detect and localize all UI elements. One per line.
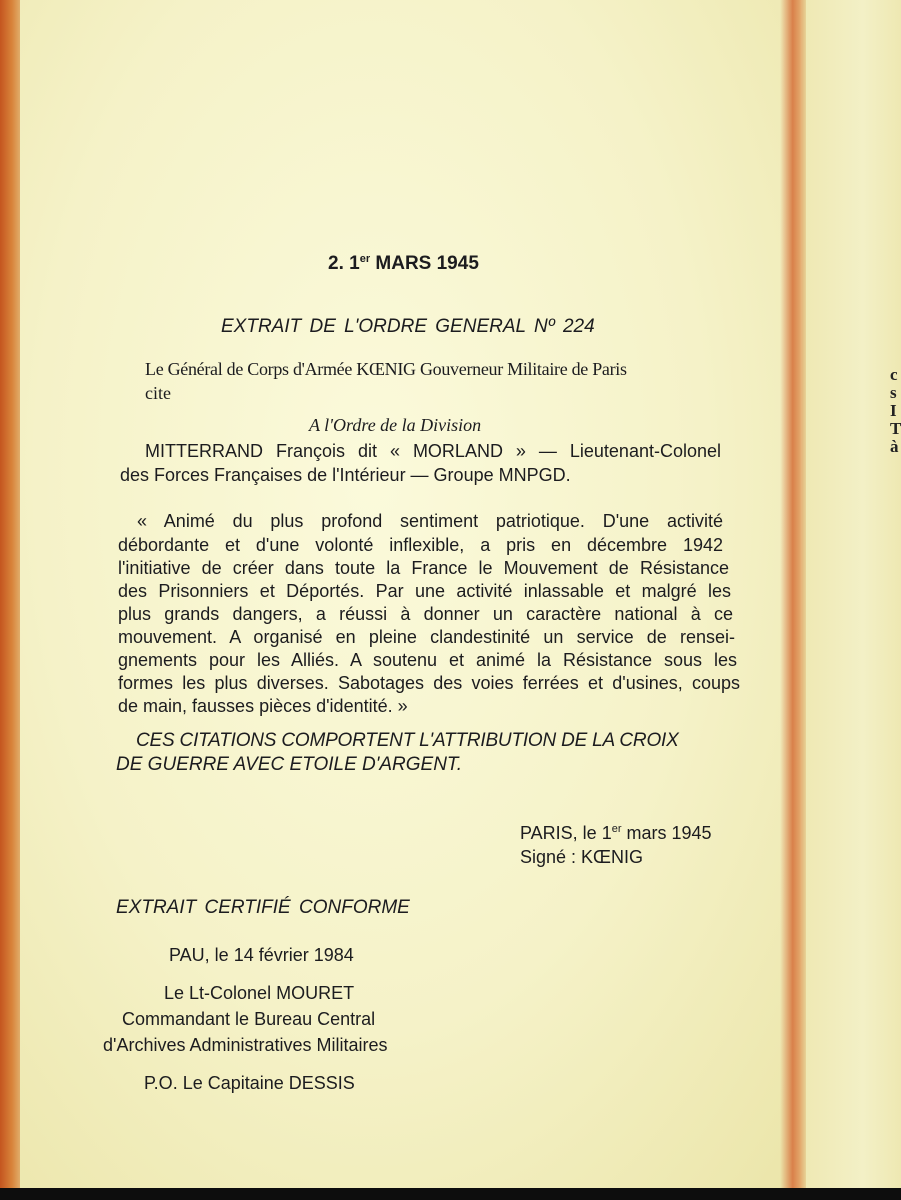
citation-line: gnements pour les Alliés. A soutenu et animé la Résistance sous les <box>118 650 737 670</box>
certification-signatory: P.O. Le Capitaine DESSIS <box>144 1073 355 1093</box>
person-line-1: MITTERRAND François dit « MORLAND » — Lieutenant-Colonel <box>145 441 721 461</box>
citation-line: des Prisonniers et Déportés. Par une activité inlassable et malgré les <box>118 581 731 601</box>
citation-line: l'initiative de créer dans toute la France le Mouvement de Résistance <box>118 558 729 578</box>
division-title: A l'Ordre de la Division <box>309 415 482 435</box>
adjacent-page-text: c s I T à <box>890 366 901 456</box>
certification-officer: Le Lt-Colonel MOURET <box>164 983 355 1003</box>
adjacent-page <box>806 0 901 1188</box>
intro-line-2: cite <box>145 383 171 403</box>
bottom-border <box>0 1188 901 1200</box>
certification-office: d'Archives Administratives Militaires <box>103 1035 388 1055</box>
signature-place-date: PARIS, le 1er mars 1945 <box>520 823 712 843</box>
certified-heading: EXTRAIT CERTIFIÉ CONFORME <box>116 897 410 918</box>
citation-line: formes les plus diverses. Sabotages des voies ferrées et d'usines, coups <box>118 673 740 693</box>
certification-place-date: PAU, le 14 février 1984 <box>169 945 354 965</box>
citation-line: de main, fausses pièces d'identité. » <box>118 696 408 716</box>
certification-title: Commandant le Bureau Central <box>122 1009 376 1029</box>
citation-line: « Animé du plus profond sentiment patriotique. D'une activité <box>137 511 723 531</box>
signature-signed: Signé : KŒNIG <box>520 847 644 867</box>
citation-line: mouvement. A organisé en pleine clandestinité un service de rensei- <box>118 627 735 647</box>
award-line-1: CES CITATIONS COMPORTENT L'ATTRIBUTION DE LA CROIX <box>136 730 679 751</box>
order-title: EXTRAIT DE L'ORDRE GENERAL Nº 224 <box>221 316 595 337</box>
intro-line-1: Le Général de Corps d'Armée KŒNIG Gouverneur Militaire de Paris <box>145 359 627 379</box>
person-line-2: des Forces Françaises de l'Intérieur — Groupe MNPGD. <box>120 465 571 485</box>
citation-line: plus grands dangers, a réussi à donner un caractère national à ce <box>118 604 733 624</box>
award-line-2: DE GUERRE AVEC ETOILE D'ARGENT. <box>116 754 463 775</box>
book-gutter <box>780 0 808 1188</box>
citation-line: débordante et d'une volonté inflexible, a pris en décembre 1942 <box>118 535 723 555</box>
section-heading: 2. 1er MARS 1945 <box>328 253 479 274</box>
